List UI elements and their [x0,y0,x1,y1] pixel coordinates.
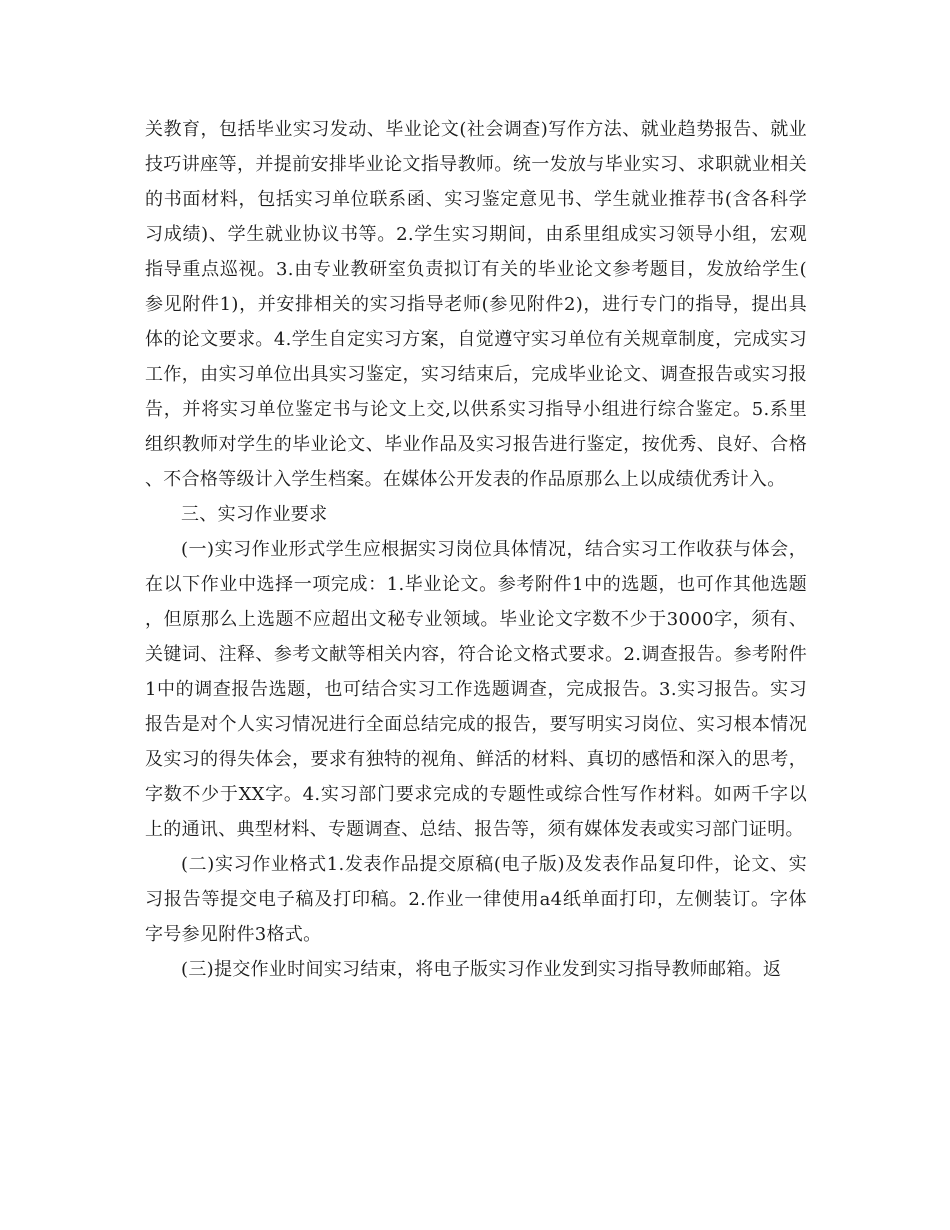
document-body [145,112,807,987]
section-heading-internship-assignment-requirements: 三、实习作业要求 [181,504,328,525]
paragraph-education-arrangements: 关教育，包括毕业实习发动、毕业论文(社会调查)写作方法、就业趋势报告、就业技巧讲座等，并提前安排毕业论文指导教师。统一发放与毕业实习、求职就业相关的书面材料，包括实习单位联系函、实习鉴定意见书、学生就业推荐书(含各科学习成绩)、学生就业协议书等。2.学生实习期间，由系里组成实习领导小组，宏观指导重点巡视。3.由专业教研室负责拟订有关的毕业论文参考题目，发放给学生(参见附件1)，并安排相关的实习指导老师(参见附件2)，进行专门的指导，提出具体的论文要求。4.学生自定实习方案，自觉遵守实习单位有关规章制度，完成实习工作，由实习单位出具实习鉴定，实习结束后，完成毕业论文、调查报告或实习报告，并将实习单位鉴定书与论文上交,以供系实习指导小组进行综合鉴定。5.系里组织教师对学生的毕业论文、毕业作品及实习报告进行鉴定，按优秀、良好、合格、不合格等级计入学生档案。在媒体公开发表的作品原那么上以成绩优秀计入。 [145,119,807,490]
paragraph-assignment-format: (一)实习作业形式学生应根据实习岗位具体情况，结合实习工作收获与体会，在以下作业中选择一项完成：1.毕业论文。参考附件1中的选题，也可作其他选题，但原那么上选题不应超出文秘专业领域。毕业论文字数不少于3000字，须有、关键词、注释、参考文献等相关内容，符合论文格式要求。2.调查报告。参考附件1中的调查报告选题，也可结合实习工作选题调查，完成报告。3.实习报告。实习报告是对个人实习情况进行全面总结完成的报告，要写明实习岗位、实习根本情况及实习的得失体会，要求有独特的视角、鲜活的材料、真切的感悟和深入的思考，字数不少于XX字。4.实习部门要求完成的专题性或综合性写作材料。如两千字以上的通讯、典型材料、专题调查、总结、报告等，须有媒体发表或实习部门证明。 [145,539,807,840]
paragraph-submission-time: (三)提交作业时间实习结束，将电子版实习作业发到实习指导教师邮箱。返 [181,959,782,980]
paragraph-assignment-layout: (二)实习作业格式1.发表作品提交原稿(电子版)及发表作品复印件，论文、实习报告等提交电子稿及打印稿。2.作业一律使用a4纸单面打印，左侧装订。字体字号参见附件3格式。 [145,854,807,945]
